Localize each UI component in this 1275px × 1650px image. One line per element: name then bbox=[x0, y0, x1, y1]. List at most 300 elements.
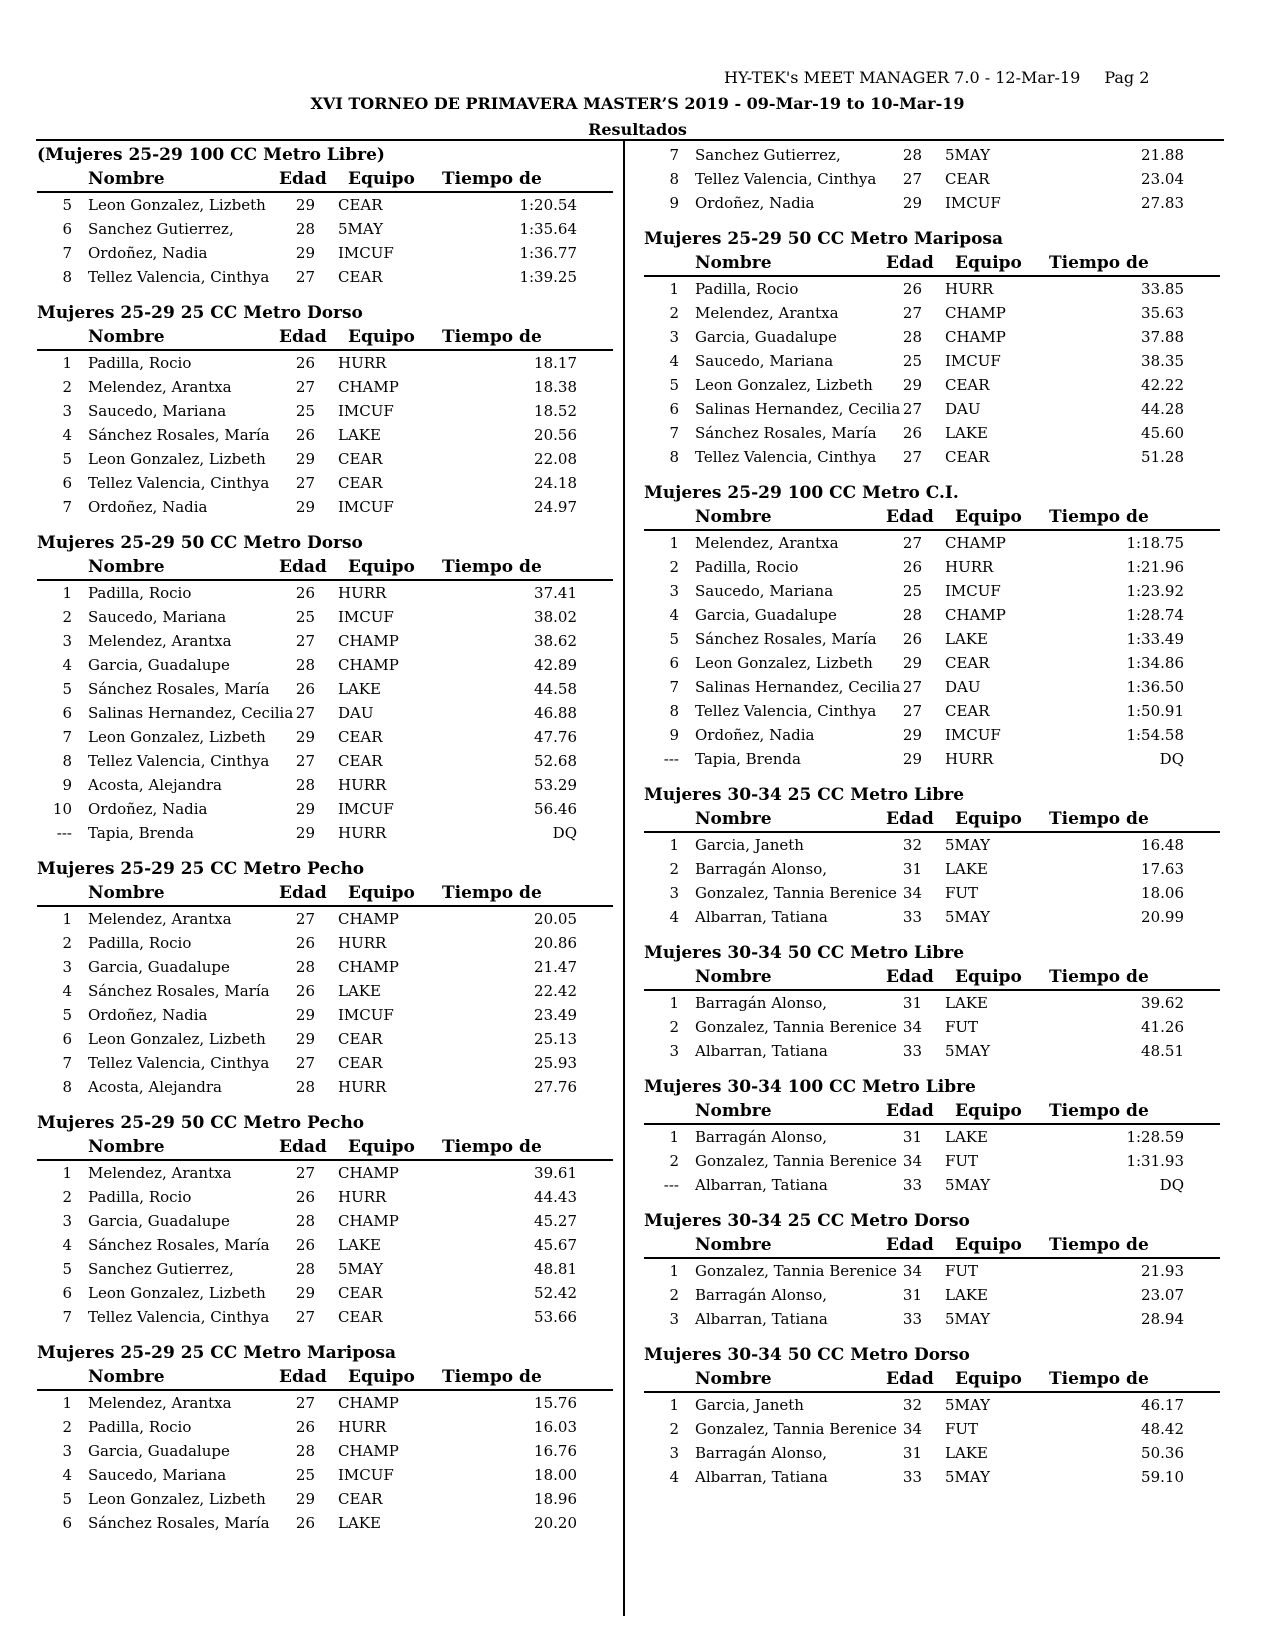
swimmer-name: Leon Gonzalez, Lizbeth bbox=[88, 1030, 266, 1048]
team: HURR bbox=[945, 280, 994, 298]
swimmer-name: Garcia, Guadalupe bbox=[695, 606, 837, 624]
team: DAU bbox=[945, 678, 981, 696]
result-row bbox=[37, 1075, 613, 1099]
team: CHAMP bbox=[945, 534, 1006, 552]
team: CEAR bbox=[338, 1030, 383, 1048]
age: 28 bbox=[902, 606, 922, 624]
result-row bbox=[37, 1415, 613, 1439]
team: IMCUF bbox=[338, 1466, 394, 1484]
place: 3 bbox=[669, 582, 679, 600]
age: 32 bbox=[902, 836, 922, 854]
column-header-tiempo: Tiempo de bbox=[1049, 253, 1149, 273]
place: 2 bbox=[669, 558, 679, 576]
time: 48.42 bbox=[1141, 1420, 1184, 1438]
event-title: Mujeres 25-29 25 CC Metro Pecho bbox=[37, 859, 365, 879]
results-table-header bbox=[644, 807, 1220, 833]
place: 1 bbox=[62, 584, 72, 602]
place: 4 bbox=[669, 352, 679, 370]
team: FUT bbox=[945, 1420, 979, 1438]
team: DAU bbox=[338, 704, 374, 722]
age: 29 bbox=[295, 498, 315, 516]
age: 29 bbox=[295, 450, 315, 468]
team: CEAR bbox=[338, 474, 383, 492]
event-block bbox=[37, 857, 613, 1099]
time: 1:50.91 bbox=[1126, 702, 1184, 720]
time: 23.07 bbox=[1141, 1286, 1184, 1304]
place: 8 bbox=[669, 170, 679, 188]
swimmer-name: Garcia, Guadalupe bbox=[88, 958, 230, 976]
age: 27 bbox=[295, 1308, 315, 1326]
time: 45.60 bbox=[1141, 424, 1184, 442]
place: 7 bbox=[62, 1308, 72, 1326]
place: 5 bbox=[669, 376, 679, 394]
swimmer-name: Garcia, Guadalupe bbox=[88, 1442, 230, 1460]
age: 28 bbox=[295, 220, 315, 238]
place: 3 bbox=[62, 402, 72, 420]
team: CEAR bbox=[338, 728, 383, 746]
place: 7 bbox=[669, 424, 679, 442]
result-row bbox=[644, 143, 1220, 167]
place: 3 bbox=[669, 328, 679, 346]
age: 26 bbox=[295, 354, 315, 372]
right-column bbox=[644, 143, 1220, 1501]
swimmer-name: Albarran, Tatiana bbox=[695, 1468, 828, 1486]
column-header-equipo: Equipo bbox=[955, 1101, 1022, 1121]
time: 44.58 bbox=[534, 680, 577, 698]
result-row bbox=[37, 241, 613, 265]
place: 2 bbox=[62, 1188, 72, 1206]
column-header-equipo: Equipo bbox=[955, 253, 1022, 273]
event-title: Mujeres 25-29 25 CC Metro Dorso bbox=[37, 303, 363, 323]
result-row bbox=[37, 1003, 613, 1027]
time: 16.48 bbox=[1141, 836, 1184, 854]
time: 24.18 bbox=[534, 474, 577, 492]
swimmer-name: Salinas Hernandez, Cecilia bbox=[695, 400, 901, 418]
swimmer-name: Albarran, Tatiana bbox=[695, 1310, 828, 1328]
column-header-nombre: Nombre bbox=[695, 1369, 772, 1389]
team: CHAMP bbox=[338, 1394, 399, 1412]
column-header-edad: Edad bbox=[886, 507, 934, 527]
place: --- bbox=[56, 824, 72, 842]
column-header-nombre: Nombre bbox=[695, 507, 772, 527]
swimmer-name: Albarran, Tatiana bbox=[695, 908, 828, 926]
event-block bbox=[644, 783, 1220, 929]
age: 26 bbox=[295, 1418, 315, 1436]
result-row bbox=[644, 1259, 1220, 1283]
place: 1 bbox=[62, 1394, 72, 1412]
age: 29 bbox=[295, 728, 315, 746]
event-title: Mujeres 25-29 50 CC Metro Pecho bbox=[37, 1113, 365, 1133]
place: 1 bbox=[62, 1164, 72, 1182]
team: CHAMP bbox=[338, 632, 399, 650]
place: 8 bbox=[669, 448, 679, 466]
column-header-equipo: Equipo bbox=[348, 169, 415, 189]
result-row bbox=[37, 955, 613, 979]
place: 3 bbox=[669, 1310, 679, 1328]
team: CHAMP bbox=[338, 378, 399, 396]
team: CEAR bbox=[945, 448, 990, 466]
result-row bbox=[644, 1441, 1220, 1465]
place: 2 bbox=[62, 934, 72, 952]
swimmer-name: Garcia, Guadalupe bbox=[88, 1212, 230, 1230]
column-header-edad: Edad bbox=[886, 253, 934, 273]
age: 27 bbox=[295, 1054, 315, 1072]
column-header-tiempo: Tiempo de bbox=[442, 883, 542, 903]
column-header-nombre: Nombre bbox=[88, 327, 165, 347]
result-row bbox=[644, 1173, 1220, 1197]
swimmer-name: Padilla, Rocio bbox=[695, 558, 799, 576]
column-header-tiempo: Tiempo de bbox=[1049, 1101, 1149, 1121]
team: HURR bbox=[338, 1188, 387, 1206]
place: 4 bbox=[62, 982, 72, 1000]
team: CHAMP bbox=[945, 328, 1006, 346]
place: 4 bbox=[62, 426, 72, 444]
team: DAU bbox=[945, 400, 981, 418]
swimmer-name: Tellez Valencia, Cinthya bbox=[88, 1308, 270, 1326]
age: 29 bbox=[295, 1284, 315, 1302]
time: 22.08 bbox=[534, 450, 577, 468]
column-header-equipo: Equipo bbox=[348, 1137, 415, 1157]
event-title: Mujeres 25-29 50 CC Metro Mariposa bbox=[644, 229, 1004, 249]
result-row bbox=[644, 627, 1220, 651]
time: 21.47 bbox=[534, 958, 577, 976]
result-row bbox=[37, 821, 613, 845]
software-label: HY-TEK's MEET MANAGER 7.0 - 12-Mar-19 bbox=[724, 68, 1081, 87]
age: 27 bbox=[902, 534, 922, 552]
age: 28 bbox=[902, 328, 922, 346]
time: 1:31.93 bbox=[1126, 1152, 1184, 1170]
age: 26 bbox=[902, 280, 922, 298]
place: 5 bbox=[62, 196, 72, 214]
time: 20.86 bbox=[534, 934, 577, 952]
swimmer-name: Melendez, Arantxa bbox=[695, 304, 839, 322]
time: 37.88 bbox=[1141, 328, 1184, 346]
age: 25 bbox=[295, 402, 315, 420]
event-title: Mujeres 25-29 50 CC Metro Dorso bbox=[37, 533, 363, 553]
age: 27 bbox=[295, 1394, 315, 1412]
time: 1:54.58 bbox=[1126, 726, 1184, 744]
age: 31 bbox=[902, 1444, 922, 1462]
time: 25.93 bbox=[534, 1054, 577, 1072]
swimmer-name: Sánchez Rosales, María bbox=[88, 1236, 270, 1254]
page-number: Pag 2 bbox=[1104, 68, 1150, 87]
place: 2 bbox=[669, 1286, 679, 1304]
place: 7 bbox=[62, 498, 72, 516]
time: 20.56 bbox=[534, 426, 577, 444]
swimmer-name: Gonzalez, Tannia Berenice bbox=[695, 1262, 897, 1280]
column-header-tiempo: Tiempo de bbox=[442, 327, 542, 347]
swimmer-name: Melendez, Arantxa bbox=[88, 378, 232, 396]
place: 8 bbox=[62, 268, 72, 286]
place: 4 bbox=[669, 908, 679, 926]
place: 2 bbox=[669, 860, 679, 878]
age: 29 bbox=[295, 824, 315, 842]
column-header-edad: Edad bbox=[886, 809, 934, 829]
result-row bbox=[644, 699, 1220, 723]
age: 27 bbox=[295, 378, 315, 396]
age: 27 bbox=[902, 170, 922, 188]
age: 26 bbox=[295, 1514, 315, 1532]
team: CEAR bbox=[338, 450, 383, 468]
age: 32 bbox=[902, 1396, 922, 1414]
team: IMCUF bbox=[338, 498, 394, 516]
swimmer-name: Sánchez Rosales, María bbox=[88, 680, 270, 698]
time: 27.76 bbox=[534, 1078, 577, 1096]
event-block bbox=[644, 1343, 1220, 1489]
team: IMCUF bbox=[945, 726, 1001, 744]
column-header-tiempo: Tiempo de bbox=[1049, 1369, 1149, 1389]
time: 18.00 bbox=[534, 1466, 577, 1484]
swimmer-name: Acosta, Alejandra bbox=[88, 1078, 222, 1096]
team: CEAR bbox=[338, 752, 383, 770]
age: 25 bbox=[902, 352, 922, 370]
time: 1:28.59 bbox=[1126, 1128, 1184, 1146]
result-row bbox=[644, 1149, 1220, 1173]
time: 24.97 bbox=[534, 498, 577, 516]
swimmer-name: Melendez, Arantxa bbox=[88, 632, 232, 650]
swimmer-name: Sánchez Rosales, María bbox=[695, 630, 877, 648]
place: 7 bbox=[669, 146, 679, 164]
team: 5MAY bbox=[945, 146, 991, 164]
result-row bbox=[644, 905, 1220, 929]
column-header-nombre: Nombre bbox=[88, 557, 165, 577]
time: 18.52 bbox=[534, 402, 577, 420]
swimmer-name: Leon Gonzalez, Lizbeth bbox=[88, 728, 266, 746]
results-table-header bbox=[644, 505, 1220, 531]
event-block bbox=[644, 941, 1220, 1063]
time: 41.26 bbox=[1141, 1018, 1184, 1036]
team: 5MAY bbox=[945, 908, 991, 926]
time: 52.68 bbox=[534, 752, 577, 770]
team: 5MAY bbox=[945, 1176, 991, 1194]
place: 3 bbox=[669, 1444, 679, 1462]
swimmer-name: Melendez, Arantxa bbox=[88, 1164, 232, 1182]
team: 5MAY bbox=[945, 836, 991, 854]
result-row bbox=[37, 351, 613, 375]
result-row bbox=[644, 167, 1220, 191]
event-block bbox=[644, 227, 1220, 469]
age: 26 bbox=[295, 426, 315, 444]
swimmer-name: Sanchez Gutierrez, bbox=[88, 1260, 234, 1278]
result-row bbox=[37, 1161, 613, 1185]
team: HURR bbox=[338, 824, 387, 842]
team: LAKE bbox=[338, 1514, 381, 1532]
swimmer-name: Melendez, Arantxa bbox=[88, 1394, 232, 1412]
place: 7 bbox=[62, 244, 72, 262]
column-header-nombre: Nombre bbox=[695, 1101, 772, 1121]
time: 1:36.77 bbox=[519, 244, 577, 262]
swimmer-name: Sánchez Rosales, María bbox=[88, 426, 270, 444]
time: 20.99 bbox=[1141, 908, 1184, 926]
results-table-header bbox=[37, 555, 613, 581]
event-title: Mujeres 30-34 25 CC Metro Dorso bbox=[644, 1211, 970, 1231]
column-header-equipo: Equipo bbox=[955, 1235, 1022, 1255]
swimmer-name: Tellez Valencia, Cinthya bbox=[695, 170, 877, 188]
result-row bbox=[644, 555, 1220, 579]
result-row bbox=[37, 423, 613, 447]
time: 25.13 bbox=[534, 1030, 577, 1048]
age: 28 bbox=[295, 1078, 315, 1096]
team: CHAMP bbox=[338, 1212, 399, 1230]
event-title: Mujeres 30-34 50 CC Metro Libre bbox=[644, 943, 965, 963]
column-header-equipo: Equipo bbox=[348, 557, 415, 577]
time: 50.36 bbox=[1141, 1444, 1184, 1462]
meet-title: XVI TORNEO DE PRIMAVERA MASTER’S 2019 - 09-Mar-19 to 10-Mar-19 bbox=[310, 94, 965, 113]
result-row bbox=[37, 1051, 613, 1075]
time: 53.29 bbox=[534, 776, 577, 794]
team: CHAMP bbox=[945, 606, 1006, 624]
place: 1 bbox=[669, 1128, 679, 1146]
team: 5MAY bbox=[338, 1260, 384, 1278]
age: 27 bbox=[295, 632, 315, 650]
result-row bbox=[37, 217, 613, 241]
column-header-equipo: Equipo bbox=[348, 327, 415, 347]
age: 33 bbox=[902, 1042, 922, 1060]
result-row bbox=[644, 1039, 1220, 1063]
swimmer-name: Gonzalez, Tannia Berenice bbox=[695, 1420, 897, 1438]
age: 26 bbox=[295, 1188, 315, 1206]
swimmer-name: Sánchez Rosales, María bbox=[88, 1514, 270, 1532]
time: 51.28 bbox=[1141, 448, 1184, 466]
swimmer-name: Tapia, Brenda bbox=[695, 750, 801, 768]
result-row bbox=[644, 277, 1220, 301]
place: 6 bbox=[62, 704, 72, 722]
results-table-header bbox=[37, 881, 613, 907]
team: 5MAY bbox=[338, 220, 384, 238]
place: 1 bbox=[669, 994, 679, 1012]
swimmer-name: Saucedo, Mariana bbox=[88, 1466, 227, 1484]
swimmer-name: Padilla, Rocio bbox=[88, 1188, 192, 1206]
section-title: Resultados bbox=[588, 120, 687, 139]
result-row bbox=[644, 833, 1220, 857]
age: 33 bbox=[902, 1310, 922, 1328]
age: 29 bbox=[295, 1030, 315, 1048]
column-header-tiempo: Tiempo de bbox=[442, 1137, 542, 1157]
age: 28 bbox=[295, 1212, 315, 1230]
team: CEAR bbox=[945, 702, 990, 720]
age: 27 bbox=[902, 702, 922, 720]
swimmer-name: Melendez, Arantxa bbox=[88, 910, 232, 928]
swimmer-name: Salinas Hernandez, Cecilia bbox=[695, 678, 901, 696]
column-header-nombre: Nombre bbox=[88, 883, 165, 903]
age: 34 bbox=[902, 1152, 922, 1170]
time: 37.41 bbox=[534, 584, 577, 602]
swimmer-name: Tellez Valencia, Cinthya bbox=[88, 1054, 270, 1072]
time: 52.42 bbox=[534, 1284, 577, 1302]
result-row bbox=[37, 471, 613, 495]
age: 28 bbox=[295, 776, 315, 794]
place: 8 bbox=[669, 702, 679, 720]
place: 5 bbox=[62, 450, 72, 468]
left-column bbox=[37, 143, 613, 1547]
age: 33 bbox=[902, 1176, 922, 1194]
event-title: Mujeres 30-34 100 CC Metro Libre bbox=[644, 1077, 976, 1097]
result-row bbox=[37, 581, 613, 605]
swimmer-name: Saucedo, Mariana bbox=[88, 608, 227, 626]
time: 45.67 bbox=[534, 1236, 577, 1254]
event-title: Mujeres 30-34 25 CC Metro Libre bbox=[644, 785, 965, 805]
results-table-header bbox=[37, 1365, 613, 1391]
result-row bbox=[37, 629, 613, 653]
place: 3 bbox=[62, 632, 72, 650]
result-row bbox=[644, 651, 1220, 675]
result-row bbox=[37, 1463, 613, 1487]
place: 4 bbox=[62, 1236, 72, 1254]
place: 2 bbox=[62, 1418, 72, 1436]
age: 25 bbox=[295, 1466, 315, 1484]
event-block bbox=[37, 1341, 613, 1535]
results-table-header bbox=[644, 965, 1220, 991]
team: CEAR bbox=[338, 1054, 383, 1072]
swimmer-name: Gonzalez, Tannia Berenice bbox=[695, 1018, 897, 1036]
swimmer-name: Barragán Alonso, bbox=[695, 1128, 828, 1146]
place: 1 bbox=[669, 1262, 679, 1280]
team: LAKE bbox=[945, 994, 988, 1012]
age: 28 bbox=[295, 1442, 315, 1460]
result-row bbox=[644, 1465, 1220, 1489]
team: CEAR bbox=[945, 376, 990, 394]
column-header-tiempo: Tiempo de bbox=[1049, 507, 1149, 527]
results-table-header bbox=[644, 251, 1220, 277]
event-title: Mujeres 25-29 100 CC Metro C.I. bbox=[644, 483, 959, 503]
place: 1 bbox=[669, 280, 679, 298]
team: LAKE bbox=[338, 680, 381, 698]
time: 1:39.25 bbox=[519, 268, 577, 286]
age: 31 bbox=[902, 1286, 922, 1304]
results-table-header bbox=[644, 1233, 1220, 1259]
time: 1:28.74 bbox=[1126, 606, 1184, 624]
place: 10 bbox=[52, 800, 72, 818]
age: 26 bbox=[295, 680, 315, 698]
swimmer-name: Saucedo, Mariana bbox=[695, 582, 834, 600]
result-row bbox=[37, 907, 613, 931]
column-header-edad: Edad bbox=[886, 1101, 934, 1121]
column-header-tiempo: Tiempo de bbox=[1049, 809, 1149, 829]
place: 3 bbox=[62, 1212, 72, 1230]
age: 34 bbox=[902, 1018, 922, 1036]
event-block bbox=[644, 1209, 1220, 1331]
team: LAKE bbox=[945, 860, 988, 878]
age: 26 bbox=[295, 584, 315, 602]
result-row bbox=[37, 979, 613, 1003]
result-row bbox=[37, 773, 613, 797]
time: 46.88 bbox=[534, 704, 577, 722]
team: FUT bbox=[945, 1262, 979, 1280]
column-header-edad: Edad bbox=[279, 557, 327, 577]
age: 27 bbox=[295, 910, 315, 928]
time: 20.05 bbox=[534, 910, 577, 928]
place: 5 bbox=[62, 1006, 72, 1024]
time: 42.89 bbox=[534, 656, 577, 674]
age: 26 bbox=[902, 558, 922, 576]
event-block bbox=[37, 1111, 613, 1329]
place: 3 bbox=[62, 1442, 72, 1460]
swimmer-name: Leon Gonzalez, Lizbeth bbox=[695, 376, 873, 394]
place: 3 bbox=[669, 884, 679, 902]
swimmer-name: Gonzalez, Tannia Berenice bbox=[695, 1152, 897, 1170]
team: IMCUF bbox=[338, 402, 394, 420]
team: FUT bbox=[945, 884, 979, 902]
time: DQ bbox=[1159, 750, 1184, 768]
swimmer-name: Leon Gonzalez, Lizbeth bbox=[695, 654, 873, 672]
result-row bbox=[644, 603, 1220, 627]
age: 27 bbox=[295, 268, 315, 286]
age: 28 bbox=[295, 656, 315, 674]
team: LAKE bbox=[945, 630, 988, 648]
result-row bbox=[37, 1257, 613, 1281]
event-block bbox=[37, 531, 613, 845]
time: 17.63 bbox=[1141, 860, 1184, 878]
